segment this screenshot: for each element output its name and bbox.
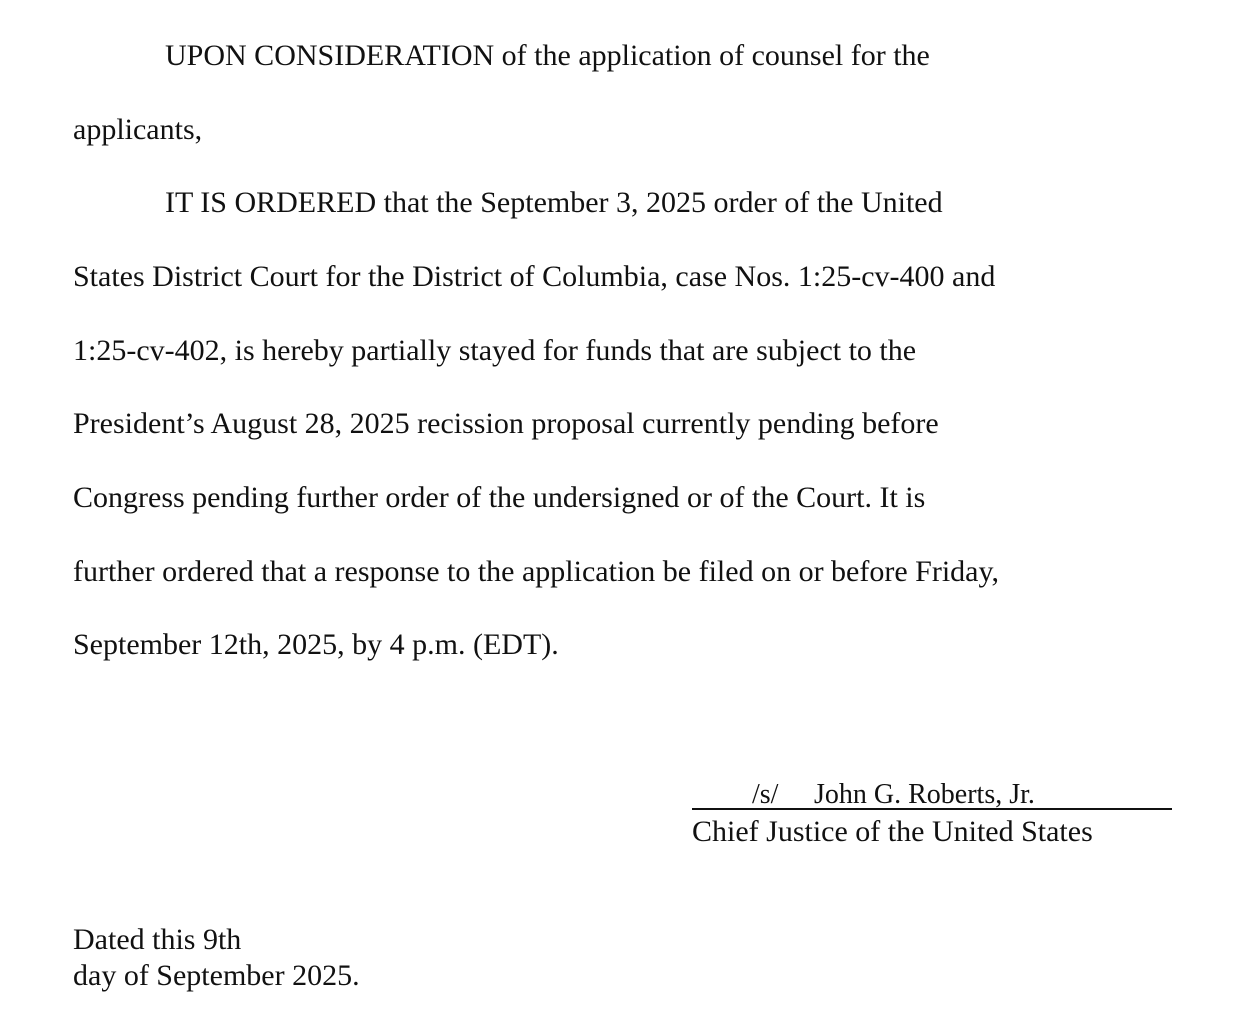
date-block <box>73 922 360 994</box>
signature-block <box>692 774 1172 850</box>
signature-line <box>692 774 1172 810</box>
order-paragraph-2-line-2: States District Court for the District of Columbia, case Nos. 1:25-cv-400 and <box>73 260 996 293</box>
order-paragraph-2-line-4: President’s August 28, 2025 recission proposal currently pending before <box>73 407 939 440</box>
date-line-2: day of September 2025. <box>73 959 360 992</box>
order-paragraph-2-line-5: Congress pending further order of the undersigned or of the Court. It is <box>73 481 926 514</box>
order-paragraph-2-line-1: IT IS ORDERED that the September 3, 2025 order of the United <box>165 186 943 219</box>
order-paragraph-2-line-3: 1:25-cv-402, is hereby partially stayed for funds that are subject to the <box>73 334 917 367</box>
signature-title: Chief Justice of the United States <box>692 815 1093 848</box>
order-paragraph-2-line-7: September 12th, 2025, by 4 p.m. (EDT). <box>73 628 559 661</box>
order-paragraph-1-line-1: UPON CONSIDERATION of the application of counsel for the <box>165 39 930 72</box>
signature-name: John G. Roberts, Jr. <box>814 779 1035 810</box>
date-line-1: Dated this 9th <box>73 923 242 956</box>
order-paragraph-2-line-6: further ordered that a response to the application be filed on or before Friday, <box>73 555 1000 588</box>
signature-mark: /s/ <box>752 779 779 810</box>
order-paragraph-1-line-2: applicants, <box>73 113 203 146</box>
